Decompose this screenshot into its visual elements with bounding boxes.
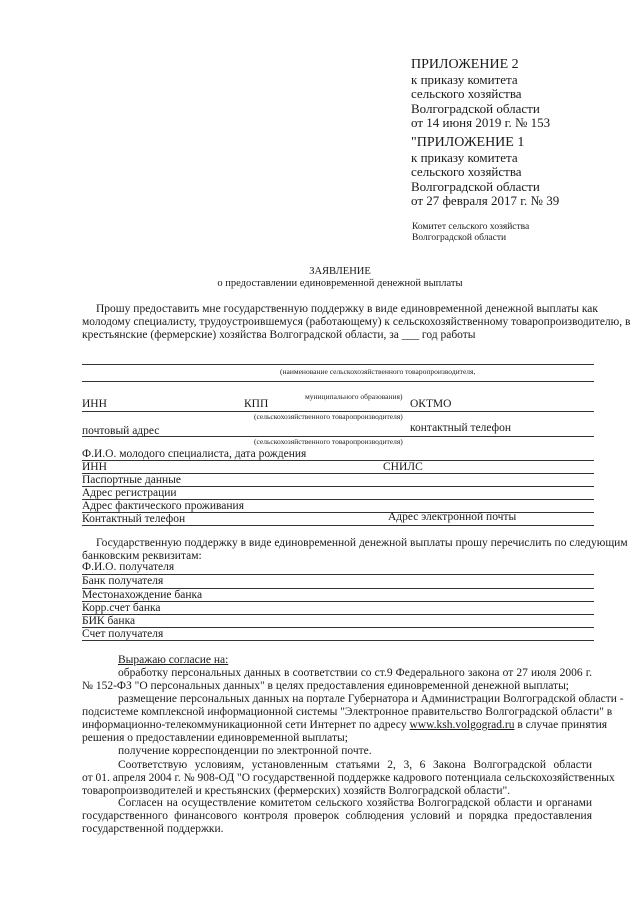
consent-line-with-link: [82, 719, 608, 732]
appendix-2-line: сельского хозяйства: [411, 86, 522, 101]
producer-caption-1: (сельскохозяйственного товаропроизводителя): [254, 412, 403, 421]
request-line: молодому специалисту, трудоустроившемуся (работающему) к сельскохозяйственному товаропроизводителю, в: [82, 316, 631, 328]
specialist-inn-label: ИНН: [82, 461, 107, 473]
bank-corr-label: Корр.счет банка: [82, 602, 161, 614]
specialist-fio-line[interactable]: [82, 460, 594, 461]
consent-email-correspondence: получение корреспонденции по электронной почте.: [118, 745, 372, 757]
producer-name-caption: (наименование сельскохозяйственного товаропроизводителя,: [280, 367, 476, 376]
bank-intro-line: Государственную поддержку в виде единовременной денежной выплаты прошу перечислить по следующим: [96, 537, 628, 549]
specialist-fio-label: Ф.И.О. молодого специалиста, дата рождения: [82, 448, 307, 460]
appendix-1-title: "ПРИЛОЖЕНИЕ 1: [411, 135, 525, 150]
request-paragraph: [82, 303, 631, 342]
consent-pd-processing: [82, 667, 592, 693]
eligibility-line: товаропроизводителей и крестьянских (фермерских) хозяйств Волгоградской области".: [82, 785, 511, 797]
specialist-email-label: Адрес электронной почты: [388, 511, 517, 523]
consent-line: размещение персональных данных на портале Губернатора и Администрации Волгоградской области -: [118, 693, 624, 705]
specialist-reg-address-label: Адрес регистрации: [82, 487, 177, 499]
eligibility-line: от 01. апреля 2004 г. № 908-ОД "О государственной поддержке кадрового потенциала сельскохозяйственных: [82, 772, 615, 784]
producer-postal-label: почтовый адрес: [82, 425, 160, 437]
request-line: Прошу предоставить мне государственную поддержку в виде единовременной денежной выплаты как: [96, 303, 598, 315]
producer-phone-label: контактный телефон: [410, 422, 512, 434]
consent-text: в случае принятия: [517, 719, 608, 731]
bank-account-label: Счет получателя: [82, 628, 164, 640]
appendix-1-line: Волгоградской области: [411, 178, 540, 194]
bank-intro-line: банковским реквизитам:: [82, 550, 202, 562]
bank-corr-line[interactable]: [82, 614, 594, 615]
appendix-2-line: от 14 июня 2019 г. № 153: [411, 115, 551, 130]
specialist-phone-label: Контактный телефон: [82, 513, 186, 525]
inspection-line: государственной поддержки.: [82, 823, 224, 835]
title-main: ЗАЯВЛЕНИЕ: [309, 266, 371, 277]
appendix-2-title: ПРИЛОЖЕНИЕ 2: [411, 57, 519, 72]
bank-fio-label: Ф.И.О. получателя: [82, 561, 175, 573]
appendix-2-line: к приказу комитета: [411, 71, 518, 87]
specialist-contacts-line[interactable]: [82, 525, 594, 526]
specialist-actual-address-label: Адрес фактического проживания: [82, 500, 244, 512]
bank-account-line[interactable]: [82, 640, 594, 641]
municipality-caption: муниципального образования): [305, 392, 403, 401]
inspection-line: Согласен на осуществление комитетом сельского хозяйства Волгоградской области и органами: [118, 797, 592, 809]
document-title: [0, 266, 640, 290]
specialist-snils-label: СНИЛС: [383, 461, 423, 473]
bank-intro: [82, 537, 628, 563]
appendix-2-line: Волгоградской области: [411, 100, 540, 116]
appendix-1-line: от 27 февраля 2017 г. № 39: [411, 193, 560, 208]
consent-line: обработку персональных данных в соответствии со ст.9 Федерального закона от 27 июля 2006 г.: [118, 667, 592, 679]
title-sub: о предоставлении единовременной денежной выплаты: [217, 278, 463, 289]
producer-inn-label: ИНН: [82, 398, 107, 410]
consent-text: информационно-телекоммуникационной сети Интернет по адресу: [82, 719, 407, 731]
addressee-line: Комитет сельского хозяйства: [412, 222, 530, 232]
appendix-2-header: [411, 58, 550, 131]
municipality-line[interactable]: [82, 381, 594, 382]
portal-link[interactable]: www.ksh.volgograd.ru: [409, 719, 515, 731]
addressee: [412, 222, 529, 244]
appendix-1-line: к приказу комитета: [411, 149, 518, 165]
appendix-1-line: сельского хозяйства: [411, 164, 522, 179]
eligibility-statement: [82, 759, 615, 798]
bank-bik-label: БИК банка: [82, 615, 136, 627]
specialist-passport-label: Паспортные данные: [82, 474, 181, 486]
producer-name-line[interactable]: [82, 364, 594, 365]
appendix-1-header: [411, 136, 559, 209]
bank-location-label: Местонахождение банка: [82, 589, 203, 601]
consent-heading: Выражаю согласие на:: [118, 654, 229, 666]
consent-line: решения о предоставлении единовременной выплаты;: [82, 732, 348, 744]
producer-kpp-label: КПП: [244, 398, 269, 410]
bank-name-label: Банк получателя: [82, 575, 164, 587]
consent-line: № 152-ФЗ "О персональных данных" в целях предоставления единовременной денежной выплаты;: [82, 680, 569, 692]
consent-line: подсистеме комплексной информационной системы "Электронное правительство Волгоградской области" в: [82, 706, 613, 718]
request-line: крестьянские (фермерские) хозяйства Волгоградской области, за ___ год работы: [82, 329, 476, 341]
inspection-consent: [82, 797, 592, 836]
producer-oktmo-label: ОКТМО: [410, 398, 452, 410]
producer-caption-2: (сельскохозяйственного товаропроизводителя): [254, 437, 403, 446]
eligibility-line: Соответствую условиям, установленным статьями 2, 3, 6 Закона Волгоградской области: [118, 759, 592, 771]
inspection-line: государственного финансового контроля проверок соблюдения условий и порядка предоставления: [82, 810, 592, 822]
addressee-line: Волгоградской области: [412, 233, 507, 243]
consent-pd-publication: [82, 693, 624, 745]
